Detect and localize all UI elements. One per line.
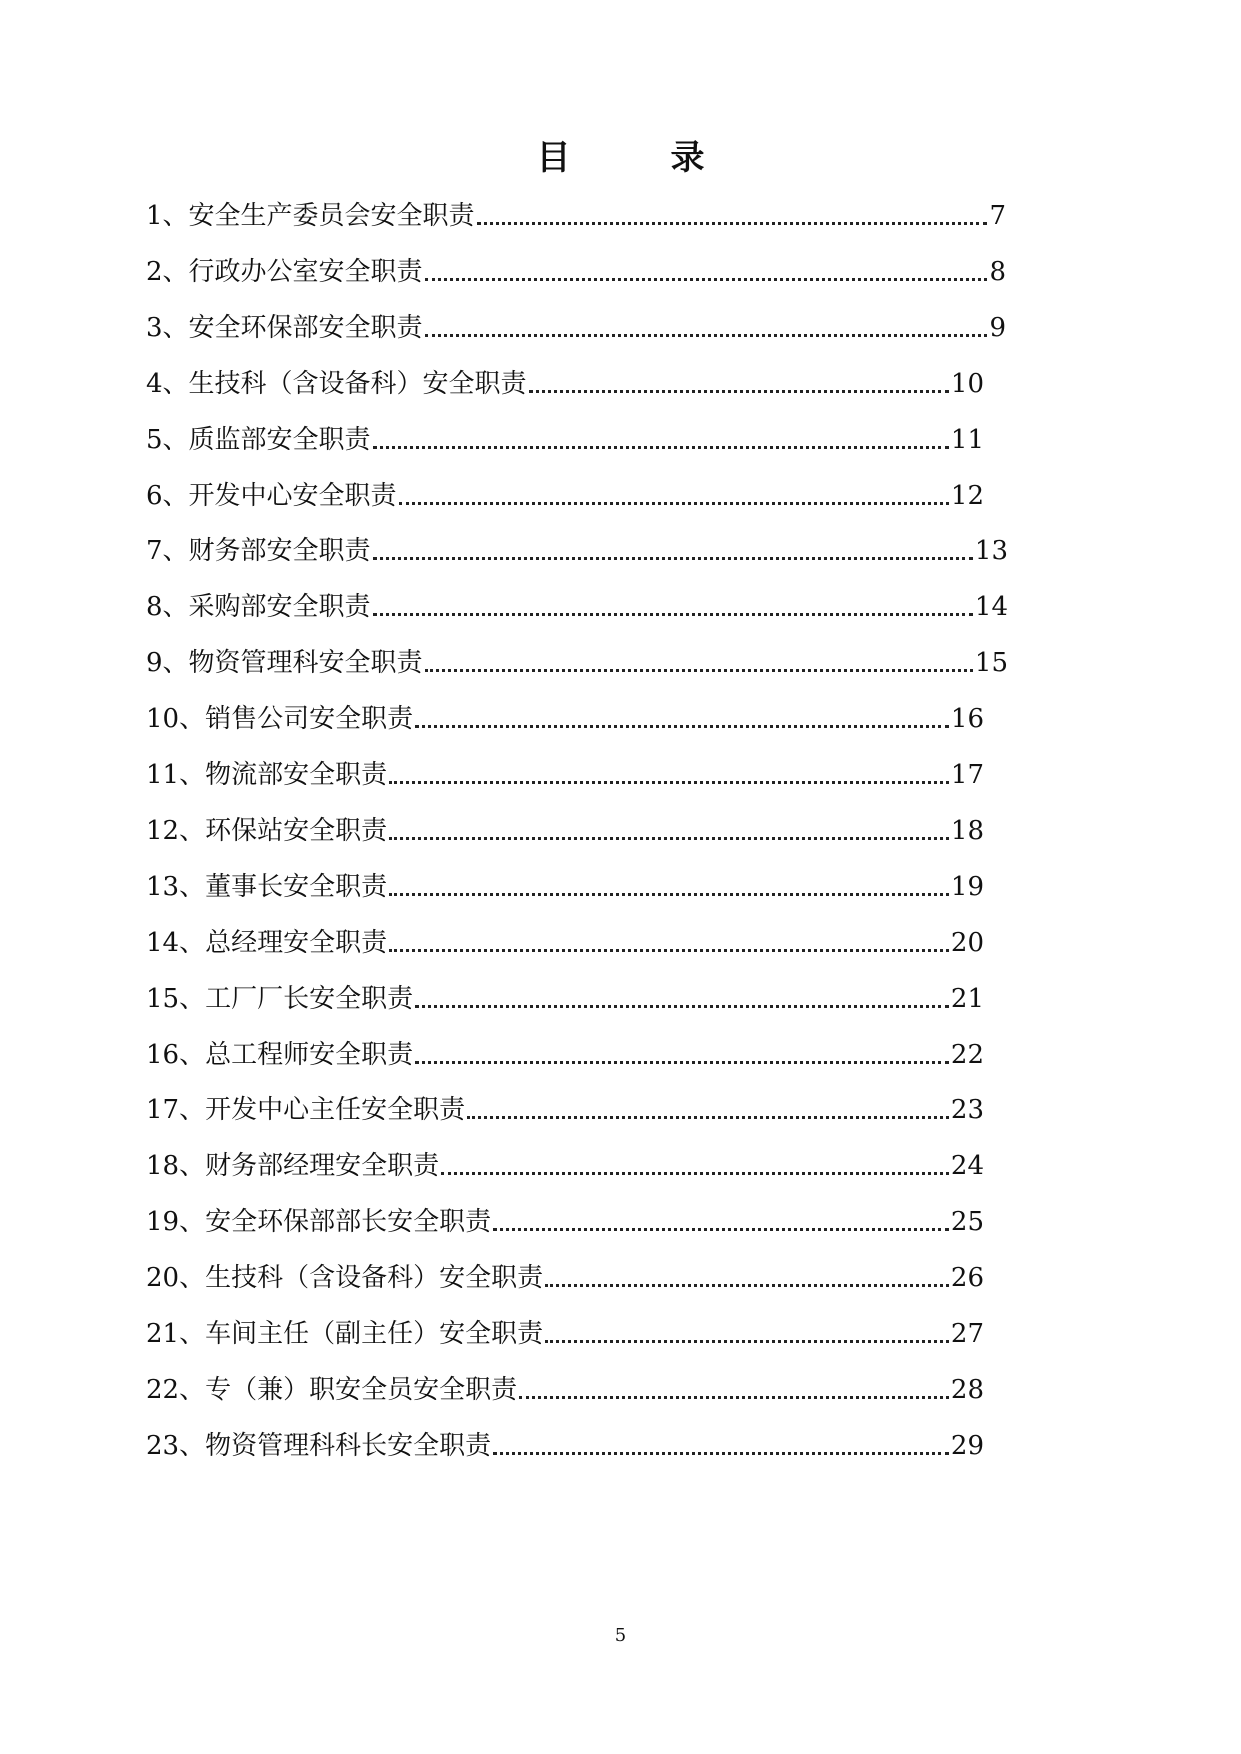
toc-entry-label: 13、董事长安全职责 xyxy=(146,871,388,902)
toc-entry-label: 21、车间主任（副主任）安全职责 xyxy=(146,1319,544,1349)
toc-entry[interactable] xyxy=(146,1202,984,1242)
toc-entry[interactable] xyxy=(146,476,984,516)
toc-entry-page-number: 17 xyxy=(950,760,984,790)
toc-entry-label: 18、财务部经理安全职责 xyxy=(146,1151,440,1182)
toc-entry[interactable] xyxy=(146,643,1008,683)
toc-entry[interactable] xyxy=(146,364,984,404)
toc-entry-page-number: 24 xyxy=(950,1151,984,1182)
toc-entry-page-number: 8 xyxy=(989,256,1006,287)
toc-entry-page-number: 16 xyxy=(950,704,984,735)
toc-entry-page-number: 28 xyxy=(950,1374,984,1405)
toc-entry-page-number: 20 xyxy=(950,927,984,958)
toc-entry-page-number: 15 xyxy=(974,648,1008,679)
toc-entry[interactable] xyxy=(146,1090,984,1130)
toc-entry-page-number: 11 xyxy=(950,424,984,455)
toc-entry[interactable] xyxy=(146,308,1006,348)
toc-entry[interactable] xyxy=(146,755,984,795)
toc-leader-dots xyxy=(373,420,949,460)
toc-entry[interactable] xyxy=(146,531,1008,571)
toc-entry-page-number: 29 xyxy=(950,1430,984,1461)
toc-entry-label: 23、物资管理科科长安全职责 xyxy=(146,1430,492,1461)
toc-leader-dots xyxy=(425,308,988,348)
toc-title-char-1: 目 xyxy=(536,138,571,178)
toc-entry-label: 11、物流部安全职责 xyxy=(146,760,388,790)
toc-entry[interactable] xyxy=(146,1314,984,1354)
toc-leader-dots xyxy=(529,364,949,404)
toc-leader-dots xyxy=(389,923,949,963)
toc-entry-label: 3、安全环保部安全职责 xyxy=(146,312,423,343)
toc-entry-label: 9、物资管理科安全职责 xyxy=(146,648,423,679)
toc-leader-dots xyxy=(389,867,949,907)
toc-entry[interactable] xyxy=(146,979,984,1019)
toc-leader-dots xyxy=(389,811,949,851)
toc-leader-dots xyxy=(425,643,973,683)
toc-leader-dots xyxy=(493,1426,949,1466)
toc-entry-page-number: 10 xyxy=(950,368,984,399)
toc-leader-dots xyxy=(519,1370,949,1410)
toc-leader-dots xyxy=(399,476,949,516)
toc-leader-dots xyxy=(545,1314,949,1354)
toc-entry[interactable] xyxy=(146,587,1008,627)
toc-entry-page-number: 14 xyxy=(974,592,1008,623)
toc-entry[interactable] xyxy=(146,1146,984,1186)
toc-entry-page-number: 7 xyxy=(989,201,1006,231)
toc-title xyxy=(0,130,1241,179)
toc-entry[interactable] xyxy=(146,196,1006,236)
page-number: 5 xyxy=(614,1625,627,1646)
toc-leader-dots xyxy=(389,755,949,795)
toc-leader-dots xyxy=(425,252,988,292)
toc-entry-label: 5、质监部安全职责 xyxy=(146,424,371,455)
toc-entry-label: 22、专（兼）职安全员安全职责 xyxy=(146,1374,518,1405)
toc-leader-dots xyxy=(493,1202,949,1242)
toc-entry-page-number: 27 xyxy=(950,1319,984,1349)
toc-entry-label: 16、总工程师安全职责 xyxy=(146,1039,414,1070)
toc-entry-label: 15、工厂厂长安全职责 xyxy=(146,983,414,1014)
toc-entry[interactable] xyxy=(146,1370,984,1410)
toc-entry-page-number: 21 xyxy=(950,983,984,1014)
toc-entry-label: 6、开发中心安全职责 xyxy=(146,480,397,511)
toc-entry-label: 7、财务部安全职责 xyxy=(146,536,371,567)
toc-entry[interactable] xyxy=(146,923,984,963)
toc-entry-label: 8、采购部安全职责 xyxy=(146,592,371,623)
toc-entry-page-number: 18 xyxy=(950,815,984,846)
toc-entry[interactable] xyxy=(146,867,984,907)
toc-entry-label: 1、安全生产委员会安全职责 xyxy=(146,201,475,231)
toc-leader-dots xyxy=(467,1090,949,1130)
toc-entry[interactable] xyxy=(146,1258,984,1298)
toc-leader-dots xyxy=(373,587,973,627)
toc-entry-label: 4、生技科（含设备科）安全职责 xyxy=(146,368,527,399)
toc-entry-page-number: 26 xyxy=(950,1263,984,1294)
toc-entry-label: 2、行政办公室安全职责 xyxy=(146,256,423,287)
toc-title-char-2: 录 xyxy=(670,138,705,178)
toc-entry[interactable] xyxy=(146,420,984,460)
toc-entry-label: 12、环保站安全职责 xyxy=(146,815,388,846)
toc-entry-label: 20、生技科（含设备科）安全职责 xyxy=(146,1263,544,1294)
toc-entry-page-number: 22 xyxy=(950,1039,984,1070)
toc-leader-dots xyxy=(415,1035,949,1075)
toc-entry-page-number: 12 xyxy=(950,480,984,511)
toc-entry[interactable] xyxy=(146,699,984,739)
toc-leader-dots xyxy=(545,1258,949,1298)
toc-entry-label: 10、销售公司安全职责 xyxy=(146,704,414,735)
toc-entry-label: 19、安全环保部部长安全职责 xyxy=(146,1207,492,1238)
toc-leader-dots xyxy=(477,196,988,236)
toc-entry-page-number: 23 xyxy=(950,1095,984,1126)
toc-entry-page-number: 19 xyxy=(950,871,984,902)
toc-leader-dots xyxy=(415,979,949,1019)
toc-entry-label: 14、总经理安全职责 xyxy=(146,927,388,958)
toc-entry-label: 17、开发中心主任安全职责 xyxy=(146,1095,466,1126)
toc-entry-page-number: 25 xyxy=(950,1207,984,1238)
toc-entry[interactable] xyxy=(146,1035,984,1075)
toc-leader-dots xyxy=(441,1146,949,1186)
toc-entry[interactable] xyxy=(146,252,1006,292)
toc-leader-dots xyxy=(415,699,949,739)
toc-entry[interactable] xyxy=(146,1426,984,1466)
toc-entry[interactable] xyxy=(146,811,984,851)
toc-entry-page-number: 13 xyxy=(974,536,1008,567)
toc-leader-dots xyxy=(373,531,973,571)
toc-entry-page-number: 9 xyxy=(989,312,1006,343)
